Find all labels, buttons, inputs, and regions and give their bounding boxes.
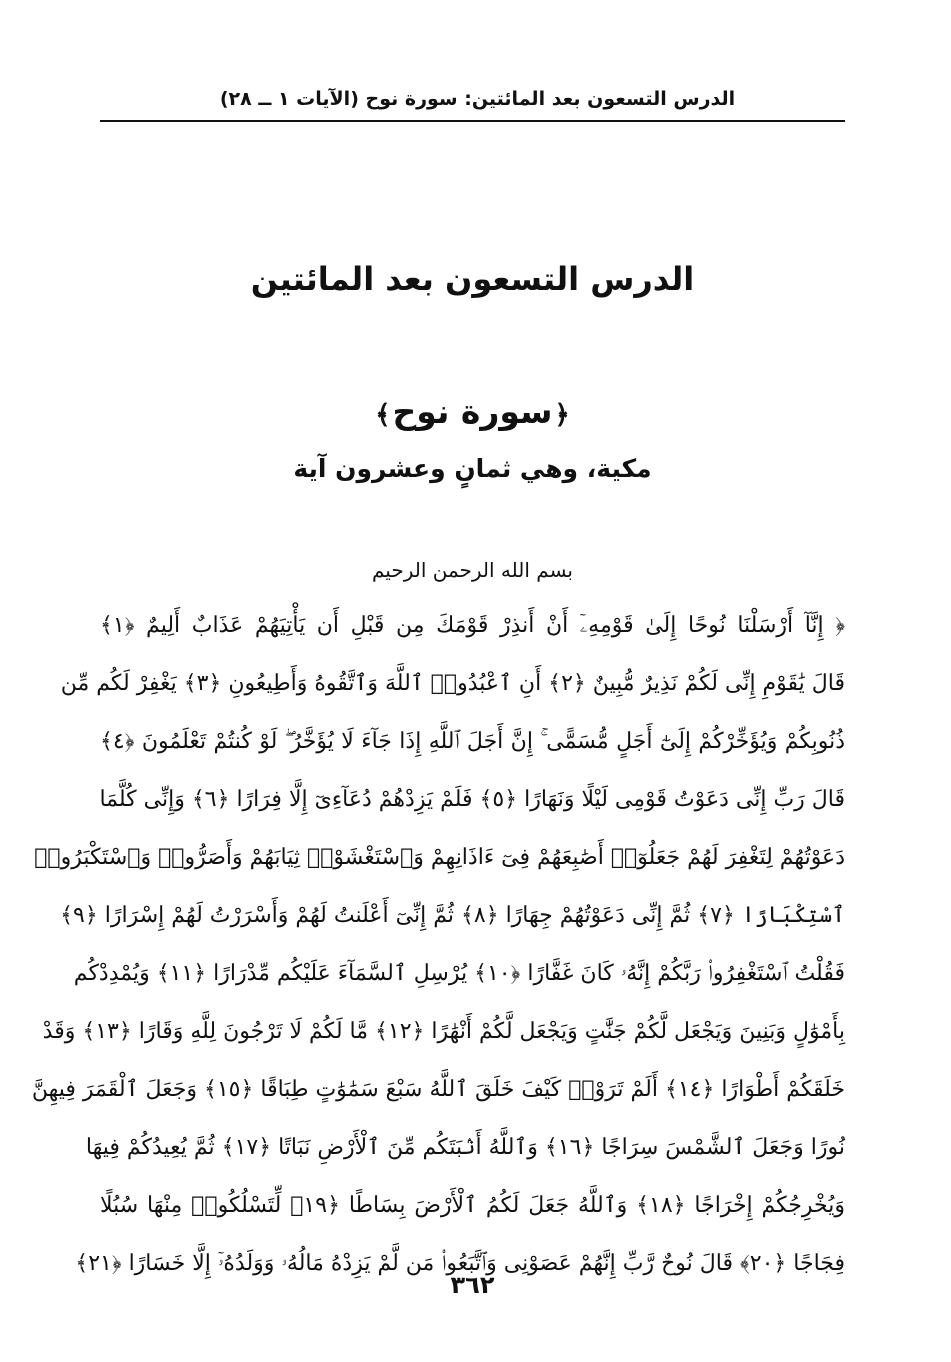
verse-line: خَلَقَكُمْ أَطْوَارًا ﴿١٤﴾ أَلَمْ تَرَوْا۟ كَيْفَ خَلَقَ ٱللَّهُ سَبْعَ سَمَٰوَٰتٍ طِبَاقًا ﴿١٥﴾ وَجَعَلَ ٱلْقَمَرَ فِيهِنَّ xyxy=(31,1077,845,1102)
page-number: ٣٦٢ xyxy=(450,1271,495,1299)
ornate-bracket-open-icon: ﴿ xyxy=(554,400,570,430)
header-rule xyxy=(100,120,845,122)
verse-line: ذُنُوبِكُمْ وَيُؤَخِّرْكُمْ إِلَىٰٓ أَجَلٍ مُّسَمًّى ۚ إِنَّ أَجَلَ ٱللَّهِ إِذَا جَآءَ لَا يُؤَخَّرُ ۖ لَوْ كُنتُمْ تَعْلَمُونَ ﴿٤﴾ xyxy=(100,729,845,754)
ornate-bracket-close-icon: ﴾ xyxy=(375,400,391,430)
running-header: الدرس التسعون بعد المائتين: سورة نوح (الآيات ١ ــ ٢٨) xyxy=(219,88,736,110)
surah-name: سورة نوح xyxy=(392,392,553,431)
surah-name-heading xyxy=(100,388,845,439)
verse-block xyxy=(31,597,845,1276)
basmala: بسم الله الرحمن الرحيم xyxy=(371,558,573,582)
lesson-title: الدرس التسعون بعد المائتين xyxy=(250,260,695,298)
verse-line: نُورًا وَجَعَلَ ٱلشَّمْسَ سِرَاجًا ﴿١٦﴾ وَٱللَّهُ أَنۢبَتَكُم مِّنَ ٱلْأَرْضِ نَبَاتًا ﴿١٧﴾ ثُمَّ يُعِيدُكُمْ فِيهَا xyxy=(85,1135,845,1160)
verse-line: وَيُخْرِجُكُمْ إِخْرَاجًا ﴿١٨﴾ وَٱللَّهُ جَعَلَ لَكُمُ ٱلْأَرْضَ بِسَاطًا ﴿١٩﴾ لِّتَسْلُكُوا۟ مِنْهَا سُبُلًا xyxy=(100,1193,845,1218)
verse-line: قَالَ يَٰقَوْمِ إِنِّى لَكُمْ نَذِيرٌ مُّبِينٌ ﴿٢﴾ أَنِ ٱعْبُدُوا۟ ٱللَّهَ وَٱتَّقُوهُ وَأَطِيعُونِ ﴿٣﴾ يَغْفِرْ لَكُم مِّن xyxy=(60,671,845,696)
surah-description: مكية، وهي ثمانٍ وعشرون آية xyxy=(293,454,652,483)
verse-line: ٱسْتِكْبَارًا ﴿٧﴾ ثُمَّ إِنِّى دَعَوْتُهُمْ جِهَارًا ﴿٨﴾ ثُمَّ إِنِّىٓ أَعْلَنتُ لَهُمْ وَأَسْرَرْتُ لَهُمْ إِسْرَارًا ﴿٩﴾ xyxy=(60,903,845,928)
verse-line: فِجَاجًا ﴿٢٠﴾ قَالَ نُوحٌ رَّبِّ إِنَّهُمْ عَصَوْنِى وَٱتَّبَعُوا۟ مَن لَّمْ يَزِدْهُ مَالُهُۥ وَوَلَدُهُۥٓ إِلَّا خَسَارًا ﴿٢١﴾ xyxy=(75,1251,845,1276)
verse-line: فَقُلْتُ ٱسْتَغْفِرُوا۟ رَبَّكُمْ إِنَّهُۥ كَانَ غَفَّارًا ﴿١٠﴾ يُرْسِلِ ٱلسَّمَآءَ عَلَيْكُم مِّدْرَارًا ﴿١١﴾ وَيُمْدِدْكُم xyxy=(73,961,845,986)
verse-line: قَالَ رَبِّ إِنِّى دَعَوْتُ قَوْمِى لَيْلًا وَنَهَارًا ﴿٥﴾ فَلَمْ يَزِدْهُمْ دُعَآءِىٓ إِلَّا فِرَارًا ﴿٦﴾ وَإِنِّى كُلَّمَا xyxy=(99,787,845,812)
verse-line: بِأَمْوَٰلٍ وَبَنِينَ وَيَجْعَل لَّكُمْ جَنَّٰتٍ وَيَجْعَل لَّكُمْ أَنْهَٰرًا ﴿١٢﴾ مَّا لَكُمْ لَا تَرْجُونَ لِلَّهِ وَقَارًا ﴿١٣﴾ وَقَدْ xyxy=(42,1019,845,1044)
verse-line: دَعَوْتُهُمْ لِتَغْفِرَ لَهُمْ جَعَلُوٓا۟ أَصَٰبِعَهُمْ فِىٓ ءَاذَانِهِمْ وَٱسْتَغْشَوْا۟ ثِيَابَهُمْ وَأَصَرُّوا۟ وَٱسْتَكْبَرُوا۟ xyxy=(34,845,845,870)
verse-line: ﴿ إِنَّآ أَرْسَلْنَا نُوحًا إِلَىٰ قَوْمِهِۦٓ أَنْ أَنذِرْ قَوْمَكَ مِن قَبْلِ أَن يَأْتِيَهُمْ عَذَابٌ أَلِيمٌ ﴿١﴾ xyxy=(100,613,845,638)
